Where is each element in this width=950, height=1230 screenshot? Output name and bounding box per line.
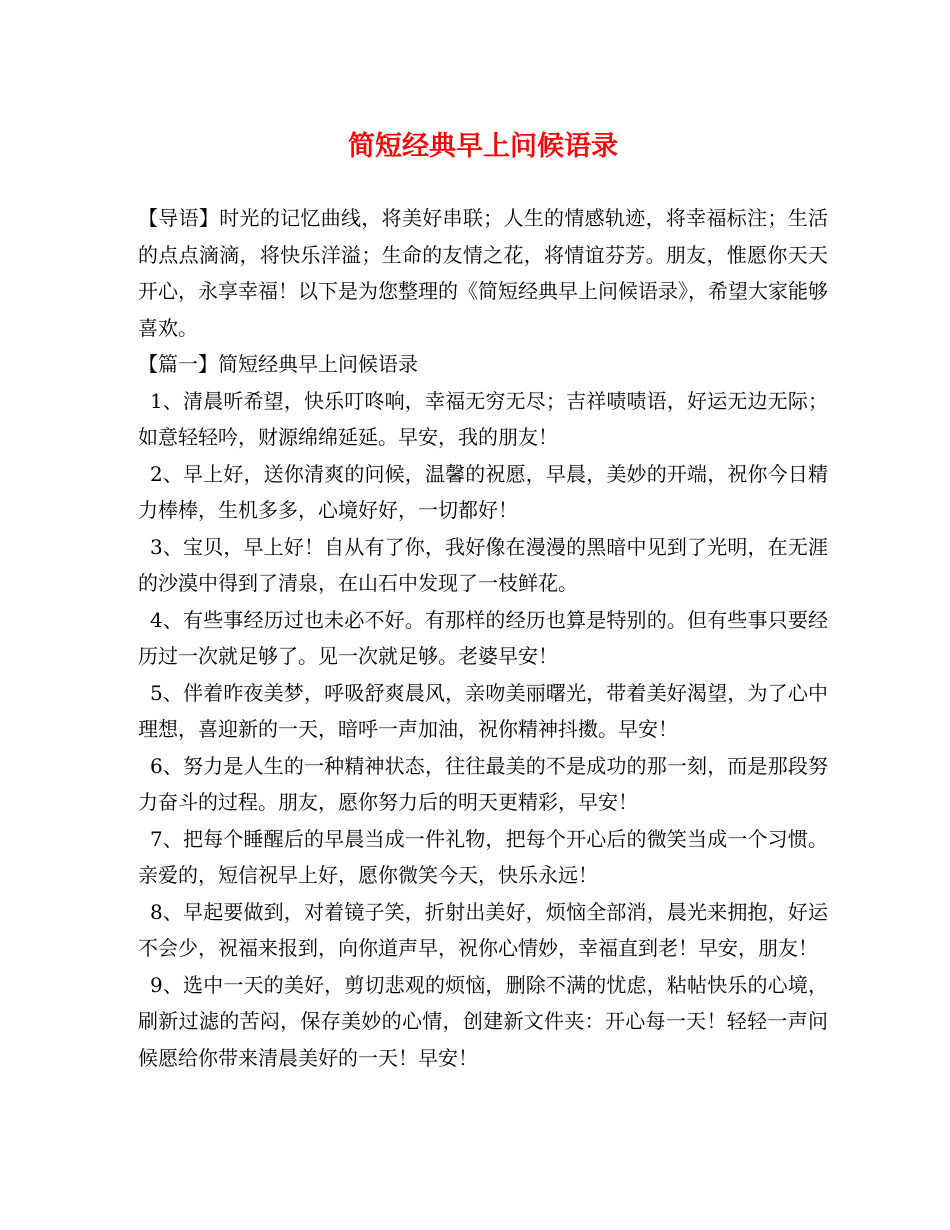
- list-item: 7、把每个睡醒后的早晨当成一件礼物，把每个开心后的微笑当成一个习惯。亲爱的，短信祝早上好，愿你微笑今天，快乐永远！: [138, 826, 828, 887]
- document-body: [138, 200, 828, 1076]
- list-item: 2、早上好，送你清爽的问候，温馨的祝愿，早晨，美妙的开端，祝你今日精力棒棒，生机多多，心境好好，一切都好！: [138, 461, 828, 522]
- list-item: 9、选中一天的美好，剪切悲观的烦恼，删除不满的忧虑，粘帖快乐的心境，刷新过滤的苦闷，保存美妙的心情，创建新文件夹：开心每一天！轻轻一声问候愿给你带来清晨美好的一天！早安！: [138, 972, 828, 1070]
- list-item: 1、清晨听希望，快乐叮咚响，幸福无穷无尽；吉祥啧啧语，好运无边无际；如意轻轻吟，财源绵绵延延。早安，我的朋友！: [138, 388, 828, 449]
- list-item: 8、早起要做到，对着镜子笑，折射出美好，烦恼全部消，晨光来拥抱，好运不会少，祝福来报到，向你道声早，祝你心情妙，幸福直到老！早安，朋友！: [138, 899, 828, 960]
- section-heading: 【篇一】简短经典早上问候语录: [138, 352, 418, 376]
- document-title: 简短经典早上问候语录: [348, 131, 618, 162]
- list-item: 6、努力是人生的一种精神状态，往往最美的不是成功的那一刻，而是那段努力奋斗的过程。朋友，愿你努力后的明天更精彩，早安！: [138, 753, 828, 814]
- list-item: 3、宝贝，早上好！自从有了你，我好像在漫漫的黑暗中见到了光明，在无涯的沙漠中得到了清泉，在山石中发现了一枝鲜花。: [138, 534, 828, 595]
- list-item: 5、伴着昨夜美梦，呼吸舒爽晨风，亲吻美丽曙光，带着美好渴望，为了心中理想，喜迎新的一天，暗呼一声加油，祝你精神抖擞。早安！: [138, 680, 828, 741]
- intro-paragraph: 【导语】时光的记忆曲线，将美好串联；人生的情感轨迹，将幸福标注；生活的点点滴滴，将快乐洋溢；生命的友情之花，将情谊芬芳。朋友，惟愿你天天开心，永享幸福！以下是为您整理的《简短经典早上问候语录》，希望大家能够喜欢。: [138, 206, 828, 340]
- list-item: 4、有些事经历过也未必不好。有那样的经历也算是特别的。但有些事只要经历过一次就足够了。见一次就足够。老婆早安！: [138, 607, 828, 668]
